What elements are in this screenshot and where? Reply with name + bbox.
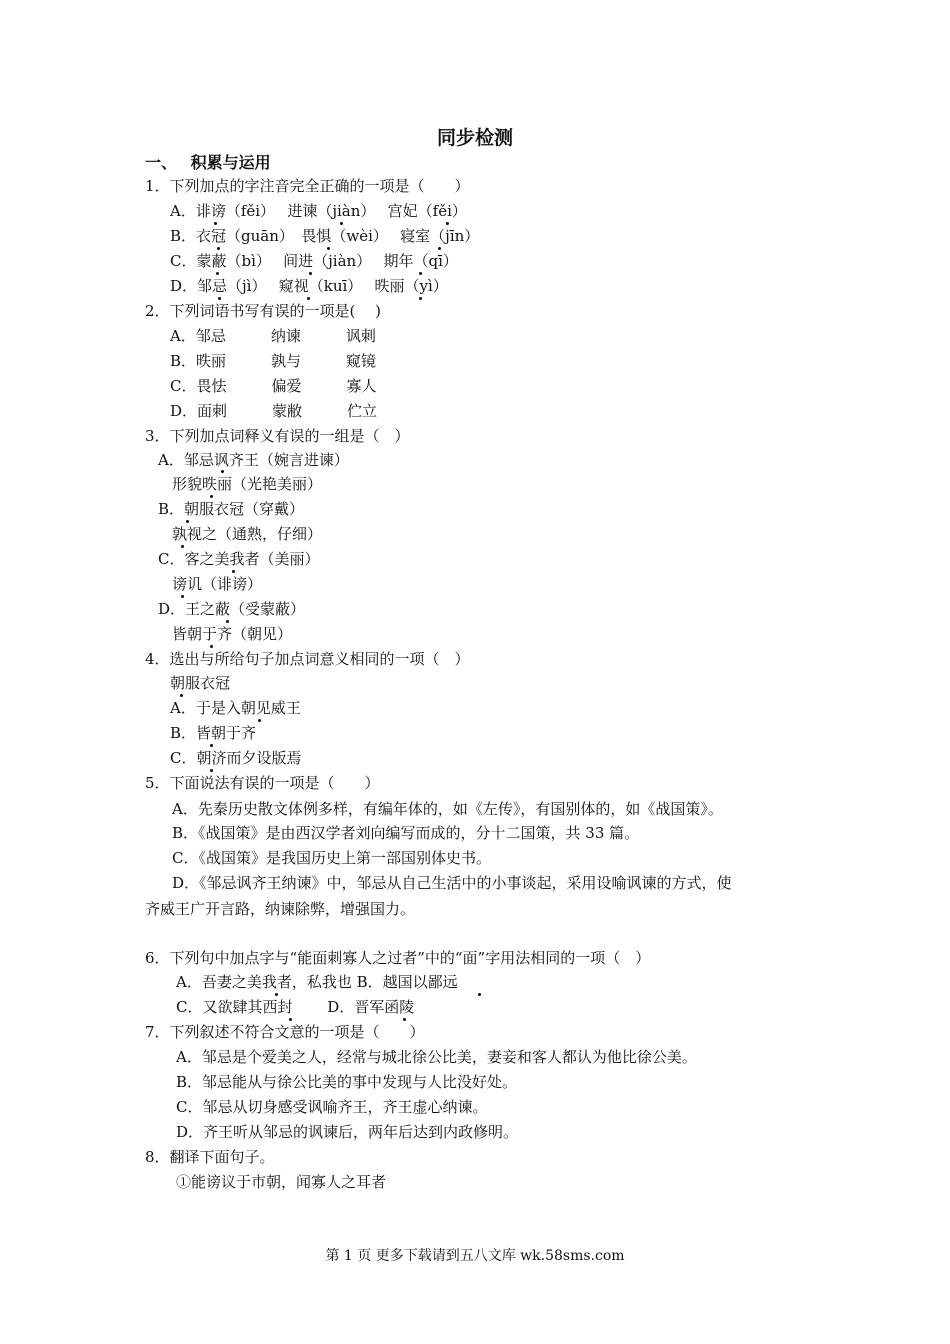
option-7c: C．邹忌从切身感受讽喻齐王，齐王虚心纳谏。 [176,1098,488,1116]
emphasis-dot [217,247,220,250]
question-7: 7．下列叙述不符合文意的一项是（ ） [145,1023,425,1041]
option-6ab: A．吾妻之美我者，私我也 B．越国以鄙远 [176,973,458,991]
page-footer: 第 1 页 更多下载请到五八文库 wk.58sms.com [325,1248,625,1264]
option-1d: D．邹忌（jì） 窥视（kuī） 昳丽（yì） [170,277,448,295]
emphasis-dot [309,272,312,275]
option-5b: B．《战国策》是由西汉学者刘向编写而成的，分十二国策，共 33 篇。 [172,824,640,842]
emphasis-dot [210,744,213,747]
emphasis-dot [403,1018,406,1021]
section-heading: 一、 积累与运用 [145,153,271,172]
question-8-sentence-1: ①能谤议于市朝，闻寡人之耳者 [176,1173,387,1191]
emphasis-dot [218,297,221,300]
question-8: 8．翻译下面句子。 [145,1148,275,1166]
emphasis-dot [275,993,278,996]
emphasis-dot [340,222,343,225]
question-5: 5．下面说法有误的一项是（ ） [145,774,380,792]
question-4-phrase: 朝服衣冠 [170,674,231,692]
option-2b: B．昳丽 孰与 窥镜 [170,352,377,370]
option-1a: A．诽谤（fěi） 进谏（jiàn） 宫妃（fěi） [170,202,467,220]
question-4: 4．选出与所给句子加点词意义相同的一项（ ） [145,650,470,668]
emphasis-dot [210,645,213,648]
option-1b: B．衣冠（guān） 畏惧（wèi） 寝室（jīn） [170,227,480,245]
option-3d-2: 皆朝于齐（朝见） [172,625,293,643]
emphasis-dot [214,222,217,225]
emphasis-dot [210,769,213,772]
emphasis-dot [446,222,449,225]
emphasis-dot [419,272,422,275]
option-3b-2: 孰视之（通熟，仔细） [172,525,323,543]
option-7d: D．齐王听从邹忌的讽谏后，两年后达到内政修明。 [176,1123,519,1141]
option-4c: C．朝济而夕设版焉 [170,749,302,767]
emphasis-dot [258,719,261,722]
option-3d: D．王之蔽（受蒙蔽） [158,600,306,618]
option-3c-2: 谤讥（诽谤） [172,575,263,593]
emphasis-dot [181,595,184,598]
emphasis-dot [216,272,219,275]
option-3c: C．客之美我者（美丽） [158,550,320,568]
emphasis-dot [210,495,213,498]
question-2: 2．下列词语书写有误的一项是( ) [145,302,382,320]
document-title: 同步检测 [436,127,513,149]
question-3: 3．下列加点词释义有误的一组是（ ） [145,427,410,445]
option-2c: C．畏怯 偏爱 寡人 [170,377,377,395]
option-5c: C．《战国策》是我国历史上第一部国别体史书。 [172,849,491,867]
option-5d: D．《邹忌讽齐王纳谏》中，邹忌从自己生活中的小事谈起，采用设喻讽谏的方式，使 [172,874,732,892]
option-2a: A．邹忌 纳谏 讽刺 [170,327,376,345]
emphasis-dot [327,247,330,250]
option-6cd: C．又欲肆其西封 D．晋军函陵 [176,998,415,1016]
emphasis-dot [221,470,224,473]
emphasis-dot [289,1018,292,1021]
option-7a: A．邹忌是个爱美之人，经常与城北徐公比美，妻妾和客人都认为他比徐公美。 [176,1048,697,1066]
option-3a-2: 形貌昳丽（光艳美丽） [172,475,323,493]
option-3a: A．邹忌讽齐王（婉言进谏） [158,451,349,469]
option-5d-2: 齐威王广开言路，纳谏除弊，增强国力。 [145,900,416,918]
emphasis-dot [478,993,481,996]
emphasis-dot [180,694,183,697]
question-6: 6．下列句中加点字与“能面刺寡人之过者”中的“面”字用法相同的一项（ ） [145,949,651,967]
emphasis-dot [307,297,310,300]
emphasis-dot [186,520,189,523]
emphasis-dot [419,297,422,300]
question-1: 1．下列加点的字注音完全正确的一项是（ ） [145,177,470,195]
option-2d: D．面刺 蒙敝 伫立 [170,402,378,420]
option-1c: C．蒙蔽（bì） 间进（jiàn） 期年（qī） [170,252,458,270]
option-4a: A．于是入朝见威王 [170,699,301,717]
option-3b: B．朝服衣冠（穿戴） [158,500,305,518]
emphasis-dot [232,570,235,573]
option-5a: A．先秦历史散文体例多样，有编年体的，如《左传》，有国别体的，如《战国策》。 [172,800,723,818]
emphasis-dot [181,545,184,548]
option-7b: B．邹忌能从与徐公比美的事中发现与人比没好处。 [176,1073,518,1091]
emphasis-dot [226,620,229,623]
emphasis-dot [438,247,441,250]
option-4b: B．皆朝于齐 [170,724,257,742]
